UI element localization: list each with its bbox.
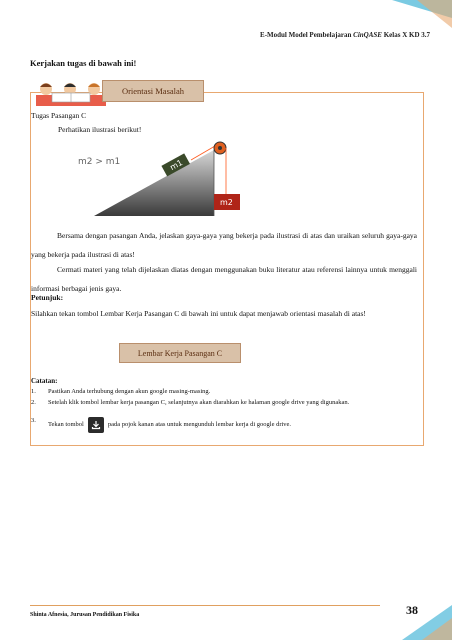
worksheet-c-button[interactable]: Lembar Kerja Pasangan C (119, 343, 241, 363)
footer-divider (30, 605, 380, 606)
paragraph-discussion: Bersama dengan pasangan Anda, jelaskan gaya-gaya yang bekerja pada ilustrasi di atas dan uraikan seluruh gaya-gaya yang bekerja pada ilustrasi di atas! (31, 231, 417, 259)
mass-m2-label: m2 (220, 198, 233, 207)
note-item: 3. Tekan tombol pada pojok kanan atas untuk mengunduh lembar kerja di google drive. (31, 417, 421, 433)
mass-relation: m2 > m1 (78, 157, 121, 167)
instructions-text: Silahkan tekan tombol Lembar Kerja Pasangan C di bawah ini untuk dapat menjawab orientasi masalah di atas! (31, 309, 366, 318)
task-sublabel: Tugas Pasangan C (31, 111, 87, 120)
kids-reading-icon (32, 80, 110, 108)
paragraph-reference: Cermati materi yang telah dijelaskan diatas dengan menggunakan buku literatur atau referensi lainnya untuk menggali informasi berbagai jenis gaya. (31, 265, 417, 293)
corner-decoration-top (362, 0, 452, 30)
notes-list (31, 388, 421, 435)
orientation-label: Orientasi Masalah (102, 80, 204, 102)
notes-heading: Catatan: (31, 377, 58, 385)
corner-decoration-bottom (382, 600, 452, 640)
note-item: 2. Setelah klik tombol lembar kerja pasangan C, selanjutnya akan diarahkan ke halaman google drive yang digunakan. (31, 398, 350, 406)
incline-pulley-illustration (74, 138, 254, 218)
task-heading: Kerjakan tugas di bawah ini! (30, 58, 137, 68)
note-item: 1. Pastikan Anda terhubung dengan akun google masing-masing. (31, 388, 211, 395)
mass-m1-label: m1 (168, 158, 185, 173)
instructions-heading: Petunjuk: (31, 293, 64, 302)
footer-author: Shinta Afnesia, Jurusan Pendidikan Fisika (30, 612, 140, 618)
module-header: E-Modul Model Pembelajaran CinQASE Kelas X KD 3.7 (260, 31, 430, 39)
page-number: 38 (406, 603, 418, 617)
intro-text: Perhatikan ilustrasi berikut! (58, 125, 142, 134)
download-icon (88, 417, 104, 433)
